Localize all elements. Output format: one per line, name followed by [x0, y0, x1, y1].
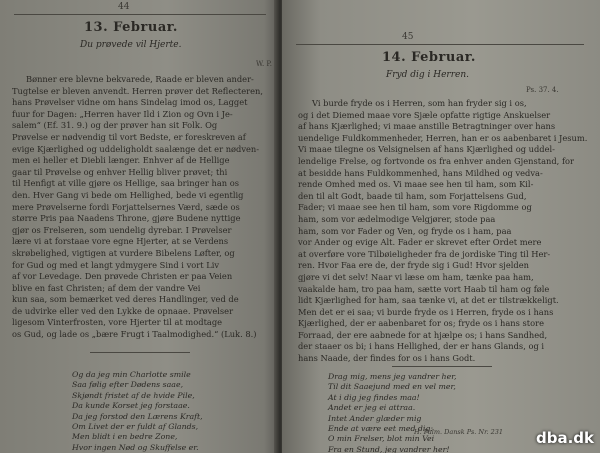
text-line: salem“ (Ef. 31. 9.) og der prøver han sit Folk. Og [12, 120, 218, 131]
text-line: hans Naade, der findes for os i hans Godt. [298, 353, 476, 364]
entry-date: 13. Februar. [84, 20, 178, 35]
text-line: mere Prøvelserne fordi Forjattelsernes Værd, sæde os [12, 201, 240, 212]
text-line: Intet Ander glæder mig [328, 413, 422, 423]
text-line: vor Ander og evige Alt. Fader er skrevet efter Ordet mere [298, 237, 542, 248]
verse-divider [90, 352, 190, 353]
text-line: Til dit Saaejund med en vel mer, [328, 382, 456, 392]
text-line: os Gud, og lade os „bære Frugt i Taalmodighed.“ (Luk. 8.) [12, 329, 257, 340]
text-line: og i det Diemed maae vore Sjæle opfatte rigtige Anskuelser [298, 109, 551, 120]
text-line: af hans Kjærlighed; vi maae anstille Betragtninger over hans [298, 121, 556, 132]
text-line: Da jeg forstod den Lærens Kraft, [72, 411, 203, 421]
text-line: Tugtelse er bleven anvendt. Herren prøver det Reflecteren, [12, 85, 263, 96]
scripture-reference: W. P. [256, 60, 272, 68]
text-line: Andet er jeg ei attraa. [328, 403, 416, 413]
text-line: ham, som vor ædelmodige Velgjører, stode paa [298, 213, 496, 224]
text-line: den. Hver Gang vi bede om Hellighed, bede vi egentlig [12, 189, 244, 200]
text-line: gjør os Frelseren, som uendelig dyrebar. I Prøvelser [12, 224, 232, 235]
text-line: men ei heller et Diebli længer. Enhver af de Hellige [12, 155, 230, 166]
text-line: ligesom Vinterfrosten, vore Hjerter til at modtage [12, 317, 223, 328]
hymn-attribution: H. Palm. Dansk Ps. Nr. 231 [414, 428, 504, 436]
text-line: ren. Hvor Faa ere de, der fryde sig i Gud! Hvor sjelden [298, 260, 529, 271]
text-line: de udvirke eller ved den Lykke de opnaae. Prøvelser [12, 305, 234, 316]
entry-subtitle: Fryd dig i Herren. [386, 70, 470, 80]
verse-divider [392, 366, 492, 367]
entry-body [298, 98, 587, 365]
text-line: lendelige Frelse, og fortvonde os fra enhver anden Gjenstand, for [298, 155, 574, 166]
text-line: vaakalde ham, tro paa ham, sætte vort Haab til ham og føle [298, 283, 550, 294]
text-line: kun saa, som bemærket ved deres Handlinger, ved de [12, 294, 239, 305]
text-line: gjøre vi det selv! Naar vi læse om ham, tænke paa ham, [298, 271, 534, 282]
text-line: fuur for Dagen: „Herren haver Ild i Zion og Ovn i Je- [12, 108, 233, 119]
page-number: 44 [118, 2, 130, 12]
text-line: lidt Kjærlighed for ham, saa tænke vi, at det er tilstrækkeligt. [298, 295, 559, 306]
entry-body [12, 74, 263, 341]
text-line: gaar til Prøvelse og enhver Hellig bliver prøvet; thi [12, 166, 228, 177]
text-line: den til alt Godt, baade til ham, som Forjattelsens Gud, [298, 190, 527, 201]
entry-subtitle: Du prøvede vil Hjerte. [80, 40, 182, 50]
text-line: rende Omhed med os. Vi maae see hen til ham, som Kil- [298, 179, 534, 190]
text-line: større Pris paa Naadens Throne, gjøre Budene nyttige [12, 213, 241, 224]
text-line: skrøbelighed, vigtigen at vurdere Bibelens Løfter, og [12, 247, 235, 258]
entry-date: 14. Februar. [382, 50, 476, 65]
text-line: Og da jeg min Charlotte smile [72, 370, 191, 379]
text-line: at overføre vore Tilbøieligheder fra de jordiske Ting til Her- [298, 248, 551, 259]
text-line: Da kunde Korset jeg forstaae. [72, 401, 190, 411]
text-line: Fader; vi maae see hen til ham, som vore Rigdomme og [298, 202, 532, 213]
text-line: blive en fast Christen; af dem der vandre Vei [12, 282, 201, 293]
text-line: Prøvelse er nødvendig til vort Bedste, er foreskreven af [12, 131, 246, 142]
text-line: lære vi at forstaae vore egne Hjerter, at se Verdens [12, 236, 229, 247]
text-line: Fra en Stund, jeg vandrer her! [328, 444, 450, 453]
text-line: uendelige Fuldkommenheder, Herren, han er os aabenbaret i Jesum. [298, 132, 588, 143]
text-line: Vi maae tilegne os Velsignelsen af hans Kjærlighed og uddel- [298, 144, 555, 155]
text-line: Ende at være eet med dig: [328, 424, 434, 434]
header-rule [296, 44, 584, 45]
text-line: Skjøndt fristet af de hvide Pile, [72, 390, 195, 400]
text-line: O min Frelser, blot min Vei [328, 434, 435, 444]
text-line: for Gud og med et langt ydmygere Sind i vort Liv [12, 259, 220, 270]
text-line: Forraad, der ere aabnede for at hjælpe os; i hans Sandhed, [298, 329, 548, 340]
text-line: at besidde hans Fuldkommenhed, hans Mildhed og vedva- [298, 167, 543, 178]
right-page [282, 0, 600, 453]
text-line: af vor Levedage. Den prøvede Christen er paa Veien [12, 271, 233, 282]
text-line: Men det er ei saa; vi burde fryde os i Herren, fryde os i hans [298, 306, 554, 317]
text-line: Vi burde fryde os i Herren, som han fryder sig i os, [312, 98, 527, 108]
text-line: til Henfigt at ville gjøre os Hellige, saa bringer han os [12, 178, 239, 189]
watermark-logo: dba.dk [535, 429, 594, 447]
text-line: Men blidt i en bedre Zone, [72, 432, 178, 442]
text-line: Om Livet der er fuldt af Glands, [72, 422, 199, 432]
text-line: ham, som vor Fader og Ven, og fryde os i ham, paa [298, 225, 512, 236]
text-line: Bønner ere blevne bekvarede, Raade er bleven ander- [26, 74, 254, 84]
text-line: Saa følig efter Dødens saae, [72, 380, 184, 390]
page-number: 45 [402, 32, 414, 42]
text-line: At i dig jeg findes maa! [328, 392, 420, 402]
text-line: der staaer os bi; i hans Hellighed, der er hans Glands, og i [298, 341, 545, 352]
verse [328, 372, 457, 453]
text-line: hans Prøvelser vidne om hans Sindelag imod os, Lagget [12, 97, 248, 108]
header-rule [14, 14, 266, 15]
text-line: Drag mig, mens jeg vandrer her, [328, 372, 457, 381]
text-line: Hvor ingen Nød og Skuffelse er. [72, 442, 199, 452]
text-line: Kjærlighed, der er aabenbaret for os; fryde os i hans store [298, 318, 545, 329]
text-line: evige Kjærlighed og uddeligholdt saalænge det er nødven- [12, 143, 260, 154]
verse [72, 370, 203, 453]
left-page [0, 0, 278, 453]
scripture-reference: Ps. 37. 4. [526, 86, 559, 94]
